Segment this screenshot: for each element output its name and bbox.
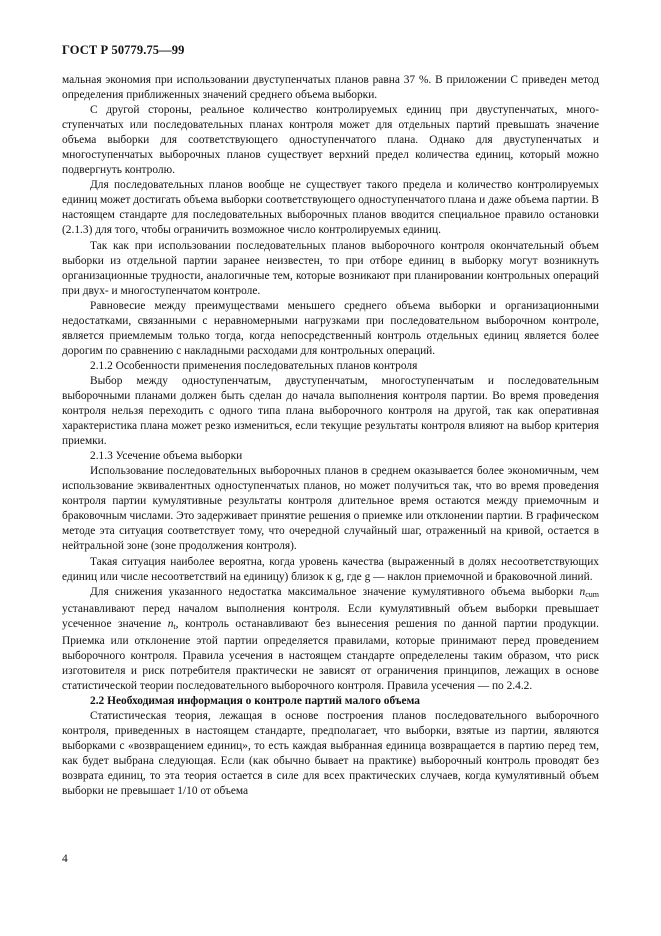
nt-symbol: n — [167, 617, 174, 630]
paragraph-situation: Такая ситуация наиболее вероятна, когда уровень качества (выраженный в долях несоответствующих единиц или числе несоответствий на единицу) близок к g, где g — наклон приемочной и браковочной линий. — [62, 555, 599, 583]
ncum-subscript: cum — [585, 589, 599, 599]
subsection-heading-2-1-3: 2.1.3 Усечение объема выборки — [90, 450, 243, 463]
paragraph-small-lots: Статистическая теория, лежащая в основе построения планов последовательного выборочного контроля, приведенных в настоящем стандарте, предполагает, что выборки, взятые из партии, являются выборками с «возвращением единиц», то есть каждая выбранная единица возвращается в партию перед тем, как будет выбрана следующая. Если (как обычно бывает на практике) выборочный контроль проводят без возврата единиц, то эта теория остается в силе для всех практических случаев, когда кумулятивный объем выборки не превышает 1/10 от объема — [62, 709, 599, 798]
paragraph-truncation-usage: Использование последовательных выборочных планов в среднем оказывается более экономичным, чем использование эквивалентных одноступенчатых планов, но может получиться так, что во время проведения контроля партии кумулятивные результаты контроля длительное время остаются между приемочным и браковочным числами. Это задерживает принятие решения о приемке или отклонении партии. В графическом методе эта ситуация соответствует тому, что очередной случайный шаг, отраженный на кривой, остается в нейтральной зоне (зоне продолжения контроля). — [62, 465, 599, 553]
paragraph-actual-count: С другой стороны, реальное количество контролируемых единиц при двуступенчатых, многоступенчатых или последовательных планах контроля может для отдельных партий превышать значение объема выборки для соответствующего одноступенчатого плана. Однако для двуступенчатых и многоступенчатых выборочных планов существует верхний предел количества единиц, который можно подвергнуть контролю. — [62, 104, 599, 177]
paragraph-sequential-limit: Для последовательных планов вообще не существует такого предела и количество контролируемых единиц может достигать объема выборки соответствующего одноступенчатого плана и даже объема партии. В настоящем стандарте для последовательных выборочных планов вводится специальное правило остановки (2.1.3) для того, чтобы ограничить возможное число контролируемых единиц. — [62, 179, 599, 237]
nt-subscript: t — [173, 621, 176, 631]
paragraph-organizational: Так как при использовании последовательных планов выборочного контроля окончательный объем выборки из отдельной партии заранее неизвестен, то при отборе единиц в выборку могут возникнуть организационные трудности, аналогичные тем, которые возникают при планировании контрольных операций при двух- и многоступенчатом контроле. — [62, 239, 599, 297]
page-number: 4 — [62, 853, 68, 865]
section-heading-2-2: 2.2 Необходимая информация о контроле партий малого объема — [90, 694, 420, 707]
paragraph-continuation: мальная экономия при использовании двуступенчатых планов равна 37 %. В приложении С приведен метод определения приближенных значений среднего объема выборки. — [62, 74, 599, 102]
body-text — [62, 73, 599, 799]
paragraph-plan-choice: Выбор между одноступенчатым, двуступенчатым, многоступенчатым и последовательным выборочными планами должен быть сделан до начала выполнения контроля партии. Во время проведения контроля нельзя переходить с одного типа плана выборочного контроля на другой, так как оперативная характеристика плана может резко измениться, если текущие результаты контроля влияют на выбор критерия приемки. — [62, 374, 599, 448]
paragraph-balance: Равновесие между преимуществами меньшего среднего объема выборки и организационными недостатками, связанными с неравномерными нагрузками при последовательном выборочном контроле, является приемлемым только тогда, когда непосредственный контроль отдельных единиц является более дорогим по сравнению с накладными расходами для контрольных операций. — [62, 299, 599, 357]
text-segment: устанавливают перед началом выполнения контроля. Если кумулятивный объем выборки превышает усеченное значение — [62, 602, 599, 630]
standard-header: ГОСТ Р 50779.75—99 — [62, 43, 185, 57]
subsection-heading-2-1-2: 2.1.2 Особенности применения последовательных планов контроля — [90, 359, 418, 372]
paragraph-truncation-rule — [62, 585, 599, 694]
ncum-symbol: n — [579, 585, 586, 598]
text-segment: , контроль останавливают без вынесения решения по данной партии продукции. Приемка или отклонение этой партии определяется правилами, которые принимают перед проведением выборочного контроля. Правила усечения в настоящем стандарте определелены таким образом, что риск изготовителя и риск потребителя практически не зависят от ограничения принципов, лежащих в основе статистической теории последовательного выборочного контроля. Правила усечения — по 2.4.2. — [62, 617, 599, 692]
text-segment: Для снижения указанного недостатка максимальное значение кумулятивного объема выборки — [90, 585, 580, 598]
